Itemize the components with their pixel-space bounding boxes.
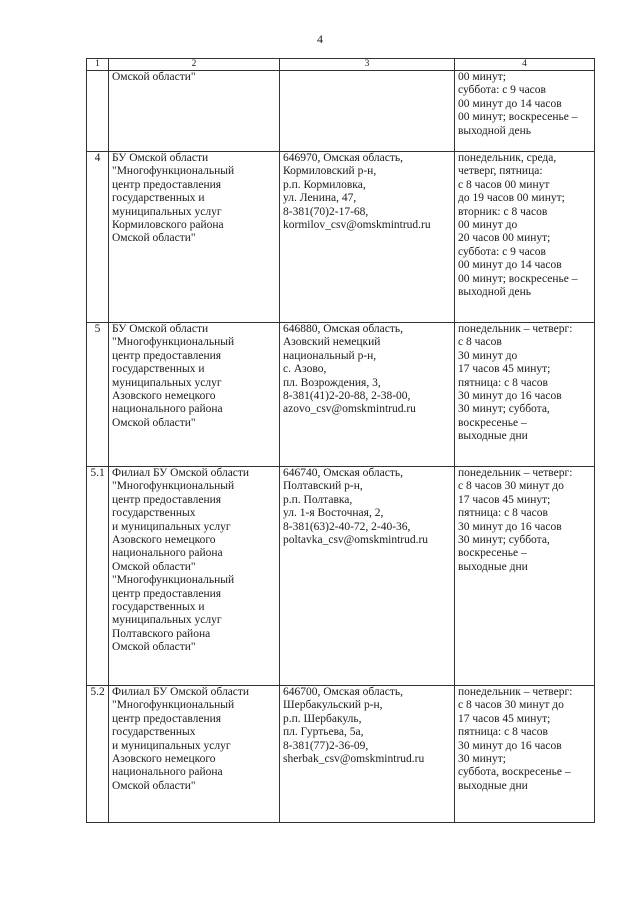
table-row bbox=[87, 323, 595, 467]
working-hours-cell bbox=[455, 323, 595, 467]
cell-text-line: понедельник – четверг: bbox=[458, 323, 573, 335]
cell-text-line: выходные дни bbox=[458, 430, 528, 443]
cell-text-line: 00 минут до 14 часов bbox=[458, 97, 562, 110]
cell-text-line: Азовского немецкого bbox=[112, 390, 216, 403]
table-row bbox=[87, 686, 595, 823]
cell-text-line: вторник: с 8 часов bbox=[458, 205, 548, 218]
cell-text-line: 30 минут; bbox=[458, 753, 506, 766]
cell-text-line: государственных и bbox=[112, 363, 205, 376]
column-header-organization: 2 bbox=[109, 59, 280, 71]
cell-text-line: р.п. Кормиловка, bbox=[283, 178, 366, 191]
cell-text-line: национального района bbox=[112, 766, 223, 779]
working-hours-cell bbox=[455, 686, 595, 823]
cell-text-line: пятница: с 8 часов bbox=[458, 507, 548, 520]
cell-text-line: Шербакульский р-н, bbox=[283, 699, 383, 712]
cell-text-line: 30 минут до bbox=[458, 349, 518, 362]
cell-text-line: БУ Омской области bbox=[112, 323, 209, 335]
cell-text-line: пятница: с 8 часов bbox=[458, 376, 548, 389]
cell-text-line: до 19 часов 00 минут; bbox=[458, 192, 565, 205]
cell-text-line: 30 минут до 16 часов bbox=[458, 390, 562, 403]
cell-text-line: с 8 часов bbox=[458, 336, 502, 349]
cell-text-line: "Многофункциональный bbox=[112, 699, 235, 712]
cell-text-line: Кормиловский р-н, bbox=[283, 165, 377, 178]
cell-text-line: и муниципальных услуг bbox=[112, 520, 231, 533]
cell-text-line: ул. Ленина, 47, bbox=[283, 192, 357, 205]
organization-cell bbox=[109, 467, 280, 686]
cell-text-line: центр предоставления bbox=[112, 712, 222, 725]
cell-text-line: "Многофункциональный bbox=[112, 165, 235, 178]
cell-text-line: выходной день bbox=[458, 286, 532, 299]
cell-text-line: Омской области" bbox=[112, 232, 196, 245]
address-cell bbox=[280, 71, 455, 152]
cell-text-line: выходные дни bbox=[458, 779, 528, 792]
cell-text-line: "Многофункциональный bbox=[112, 480, 235, 493]
cell-text-line: 8-381(41)2-20-88, 2-38-00, bbox=[283, 390, 411, 403]
cell-text-line: Азовского немецкого bbox=[112, 534, 216, 547]
cell-text-line: 30 минут до 16 часов bbox=[458, 739, 562, 752]
cell-text-line: azovo_csv@omskmintrud.ru bbox=[283, 403, 416, 416]
table-header-row bbox=[87, 59, 595, 71]
cell-text-line: 00 минут до 14 часов bbox=[458, 259, 562, 272]
row-number: 5.1 bbox=[87, 467, 109, 686]
cell-text-line: 8-381(70)2-17-68, bbox=[283, 205, 369, 218]
column-header-hours: 4 bbox=[455, 59, 595, 71]
cell-text-line: центр предоставления bbox=[112, 349, 222, 362]
cell-text-line: государственных bbox=[112, 726, 196, 739]
cell-text-line: 17 часов 45 минут; bbox=[458, 712, 551, 725]
cell-text-line: суббота: с 9 часов bbox=[458, 84, 546, 97]
cell-text-line: центр предоставления bbox=[112, 178, 222, 191]
cell-text-line: 17 часов 45 минут; bbox=[458, 363, 551, 376]
cell-text-line: суббота: с 9 часов bbox=[458, 245, 546, 258]
organization-cell bbox=[109, 71, 280, 152]
cell-text-line: муниципальных услуг bbox=[112, 376, 222, 389]
row-number: 4 bbox=[87, 152, 109, 323]
cell-text-line: центр предоставления bbox=[112, 587, 222, 600]
table-row bbox=[87, 71, 595, 152]
cell-text-line: национальный р-н, bbox=[283, 349, 377, 362]
cell-text-line: 17 часов 45 минут; bbox=[458, 493, 551, 506]
cell-text-line: воскресенье – bbox=[458, 547, 527, 560]
cell-text-line: Кормиловского района bbox=[112, 219, 224, 232]
column-header-address: 3 bbox=[280, 59, 455, 71]
cell-text-line: р.п. Шербакуль, bbox=[283, 712, 362, 725]
cell-text-line: выходные дни bbox=[458, 560, 528, 573]
cell-text-line: Омской области" bbox=[112, 71, 196, 83]
cell-text-line: 646740, Омская область, bbox=[283, 467, 404, 479]
cell-text-line: kormilov_csv@omskmintrud.ru bbox=[283, 219, 431, 232]
table-row bbox=[87, 467, 595, 686]
cell-text-line: понедельник, среда, bbox=[458, 152, 557, 164]
cell-text-line: с 8 часов 30 минут до bbox=[458, 480, 564, 493]
column-header-number: 1 bbox=[87, 59, 109, 71]
cell-text-line: Полтавский р-н, bbox=[283, 480, 363, 493]
cell-text-line: 8-381(77)2-36-09, bbox=[283, 739, 369, 752]
cell-text-line: 00 минут; воскресенье – bbox=[458, 111, 578, 124]
cell-text-line: 30 минут; суббота, bbox=[458, 403, 550, 416]
cell-text-line: 30 минут до 16 часов bbox=[458, 520, 562, 533]
cell-text-line: Азовского немецкого bbox=[112, 753, 216, 766]
organization-cell bbox=[109, 152, 280, 323]
row-number bbox=[87, 71, 109, 152]
cell-text-line: пл. Возрождения, 3, bbox=[283, 376, 381, 389]
cell-text-line: четверг, пятница: bbox=[458, 165, 543, 178]
table-row bbox=[87, 152, 595, 323]
cell-text-line: национального района bbox=[112, 547, 223, 560]
row-number: 5.2 bbox=[87, 686, 109, 823]
cell-text-line: с 8 часов 30 минут до bbox=[458, 699, 564, 712]
cell-text-line: государственных bbox=[112, 507, 196, 520]
cell-text-line: муниципальных услуг bbox=[112, 205, 222, 218]
cell-text-line: понедельник – четверг: bbox=[458, 467, 573, 479]
address-cell bbox=[280, 686, 455, 823]
cell-text-line: Азовский немецкий bbox=[283, 336, 381, 349]
cell-text-line: Омской области" bbox=[112, 779, 196, 792]
cell-text-line: 646970, Омская область, bbox=[283, 152, 404, 164]
cell-text-line: "Многофункциональный bbox=[112, 574, 235, 587]
working-hours-cell bbox=[455, 71, 595, 152]
cell-text-line: 30 минут; суббота, bbox=[458, 534, 550, 547]
cell-text-line: с 8 часов 00 минут bbox=[458, 178, 550, 191]
cell-text-line: с. Азово, bbox=[283, 363, 327, 376]
cell-text-line: poltavka_csv@omskmintrud.ru bbox=[283, 534, 429, 547]
address-cell bbox=[280, 467, 455, 686]
cell-text-line: Полтавского района bbox=[112, 627, 211, 640]
cell-text-line: ул. 1-я Восточная, 2, bbox=[283, 507, 384, 520]
cell-text-line: центр предоставления bbox=[112, 493, 222, 506]
cell-text-line: БУ Омской области bbox=[112, 152, 209, 164]
cell-text-line: 646700, Омская область, bbox=[283, 686, 404, 698]
cell-text-line: 00 минут; bbox=[458, 71, 506, 83]
cell-text-line: Филиал БУ Омской области bbox=[112, 686, 250, 698]
address-cell bbox=[280, 323, 455, 467]
cell-text-line: пл. Гуртьева, 5а, bbox=[283, 726, 364, 739]
cell-text-line: и муниципальных услуг bbox=[112, 739, 231, 752]
page-number: 4 bbox=[317, 32, 323, 46]
cell-text-line: р.п. Полтавка, bbox=[283, 493, 353, 506]
organization-cell bbox=[109, 323, 280, 467]
document-table bbox=[86, 58, 595, 823]
working-hours-cell bbox=[455, 467, 595, 686]
cell-text-line: 20 часов 00 минут; bbox=[458, 232, 551, 245]
row-number: 5 bbox=[87, 323, 109, 467]
working-hours-cell bbox=[455, 152, 595, 323]
cell-text-line: sherbak_csv@omskmintrud.ru bbox=[283, 753, 425, 766]
cell-text-line: государственных и bbox=[112, 601, 205, 614]
cell-text-line: 00 минут до bbox=[458, 219, 518, 232]
cell-text-line: национального района bbox=[112, 403, 223, 416]
cell-text-line: суббота, воскресенье – bbox=[458, 766, 571, 779]
cell-text-line: 646880, Омская область, bbox=[283, 323, 404, 335]
cell-text-line: 8-381(63)2-40-72, 2-40-36, bbox=[283, 520, 411, 533]
cell-text-line: выходной день bbox=[458, 124, 532, 137]
cell-text-line: Омской области" bbox=[112, 641, 196, 654]
cell-text-line: "Многофункциональный bbox=[112, 336, 235, 349]
cell-text-line: Омской области" bbox=[112, 560, 196, 573]
organization-cell bbox=[109, 686, 280, 823]
cell-text-line: муниципальных услуг bbox=[112, 614, 222, 627]
cell-text-line: понедельник – четверг: bbox=[458, 686, 573, 698]
cell-text-line: пятница: с 8 часов bbox=[458, 726, 548, 739]
cell-text-line: Омской области" bbox=[112, 416, 196, 429]
cell-text-line: воскресенье – bbox=[458, 416, 527, 429]
cell-text-line: Филиал БУ Омской области bbox=[112, 467, 250, 479]
cell-text-line: 00 минут; воскресенье – bbox=[458, 272, 578, 285]
cell-text-line: государственных и bbox=[112, 192, 205, 205]
address-cell bbox=[280, 152, 455, 323]
